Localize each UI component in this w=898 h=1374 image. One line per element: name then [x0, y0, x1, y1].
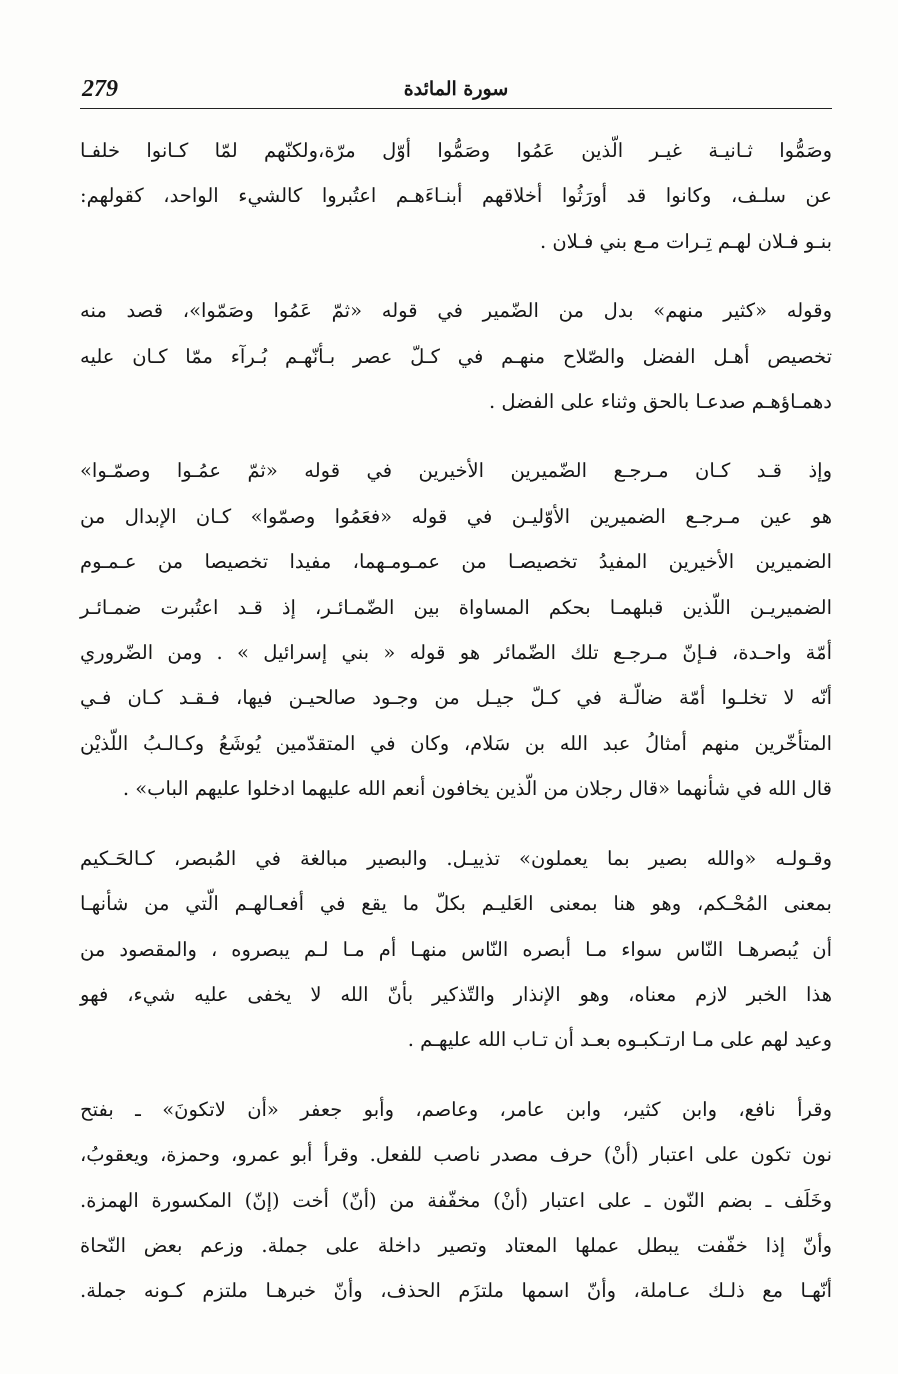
page-number: 279 [82, 76, 118, 102]
text-line: نون تكون على اعتبار (أنْ) حرف مصدر ناصب للفعل. وقرأ أبو عمرو، وحمزة، ويعقوبُ، [80, 1143, 832, 1167]
text-line: عن سلـف، وكانوا قد أورَثُوا أخلاقهم أبنـاءَهـم اعتُبروا كالشيء الواحد، كقولهم: [80, 184, 832, 208]
text-line: وأنّ إذا خفّفت يبطل عملها المعتاد وتصير داخلة على جملة. وزعم بعض النّحاة [80, 1233, 832, 1257]
page-header [80, 76, 832, 110]
text-line: أنّهـا مع ذلـك عـاملة، وأنّ اسمها ملتزَم الحذف، وأنّ خبرهـا ملتزم كـونه جملة. [80, 1279, 832, 1303]
paragraph-3 [80, 448, 832, 811]
text-line: وإذ قـد كـان مـرجـع الضّميرين الأخيرين في قوله «ثمّ عمُـوا وصمّـوا» [80, 459, 832, 483]
text-line: بمعنى المُحْـكم، وهو هنا بمعنى العَليـم بكلّ ما يقع في أفعـالهـم الّتي من شأنهـا [80, 892, 832, 916]
text-line: أن يُبصرهـا النّاس سواء مـا أبصره النّاس منهـا أم مـا لـم يبصروه ، والمقصود من [80, 937, 832, 961]
body-text [80, 128, 832, 1338]
text-line: الضميرين الأخيرين المفيدُ تخصيصـا من عمـومـهما، مفيدا تخصيصا من عـمـوم [80, 550, 832, 574]
running-title: سورة المائدة [403, 78, 509, 100]
text-line: الضميريـن اللّذين قبلهمـا بحكم المساواة بين الضّمـائـر، إذ قـد اعتُبرت ضمـائـر [80, 595, 832, 619]
paragraph-4 [80, 836, 832, 1063]
text-line: هذا الخبر لازم معناه، وهو الإنذار والتّذكير بأنّ الله لا يخفى عليه شيء، فهو [80, 982, 832, 1006]
text-line: تخصيص أهـل الفضل والصّلاح منهـم في كـلّ عصر بـأنّهـم بُـرآء ممّا كـان عليه [80, 344, 832, 368]
text-line: وعيد لهم على مـا ارتـكبـوه بعـد أن تـاب الله عليهـم . [407, 1028, 832, 1052]
paragraph-5 [80, 1087, 832, 1314]
header-rule [80, 108, 832, 109]
text-line: قال الله في شأنهما «قال رجلان من الّذين يخافون أنعم الله عليهما ادخلوا عليهم الباب» . [122, 777, 832, 801]
text-line: أنّه لا تخلـوا أمّة ضالّـة في كـلّ جيـل من وجـود صالحيـن فيها، فـقـد كـان فـي [80, 686, 832, 710]
text-line: وخَلَف ـ بضم النّون ـ على اعتبار (أنْ) مخفّفة من (أنّ) أخت (إنّ) المكسورة الهمزة. [80, 1188, 832, 1212]
text-line: دهمـاؤهـم صدعـا بالحق وثناء على الفضل . [488, 390, 832, 414]
text-line: وقوله «كثير منهم» بدل من الضّمير في قوله «ثمّ عَمُوا وصَمّوا»، قصد منه [80, 299, 832, 323]
paragraph-2 [80, 288, 832, 424]
text-line: المتأخّرين منهم أمثالُ عبد الله بن سَلام، وكان في المتقدّمين يُوشَعُ وكـالـبُ اللّذيْن [80, 731, 832, 755]
text-line: أمّة واحـدة، فـإنّ مـرجـع تلك الضّمائر هو قوله « بني إسرائيل » . ومن الضّروري [80, 641, 832, 665]
text-line: وصَمُّوا ثـانيـة غيـر الّذين عَمُوا وصَمُّوا أوّل مرّة،ولكنّهم لمّا كـانوا خلفـا [80, 139, 832, 162]
text-line: وقرأ نافع، وابن كثير، وابن عامر، وعاصم، وأبو جعفر «أن لاتكونَ» ـ بفتح [80, 1097, 832, 1121]
text-line: بنـو فـلان لهـم تِـرات مـع بني فـلان . [539, 229, 832, 253]
text-line: هو عين مـرجـع الضميرين الأوّليـن في قوله «فعَمُوا وصمّوا» كـان الإبدال من [80, 504, 832, 528]
paragraph-1 [80, 128, 832, 264]
text-line: وقـولـه «والله بصير بما يعملون» تذييـل. والبصير مبالغة في المُبصر، كـالحَـكيم [80, 846, 832, 870]
